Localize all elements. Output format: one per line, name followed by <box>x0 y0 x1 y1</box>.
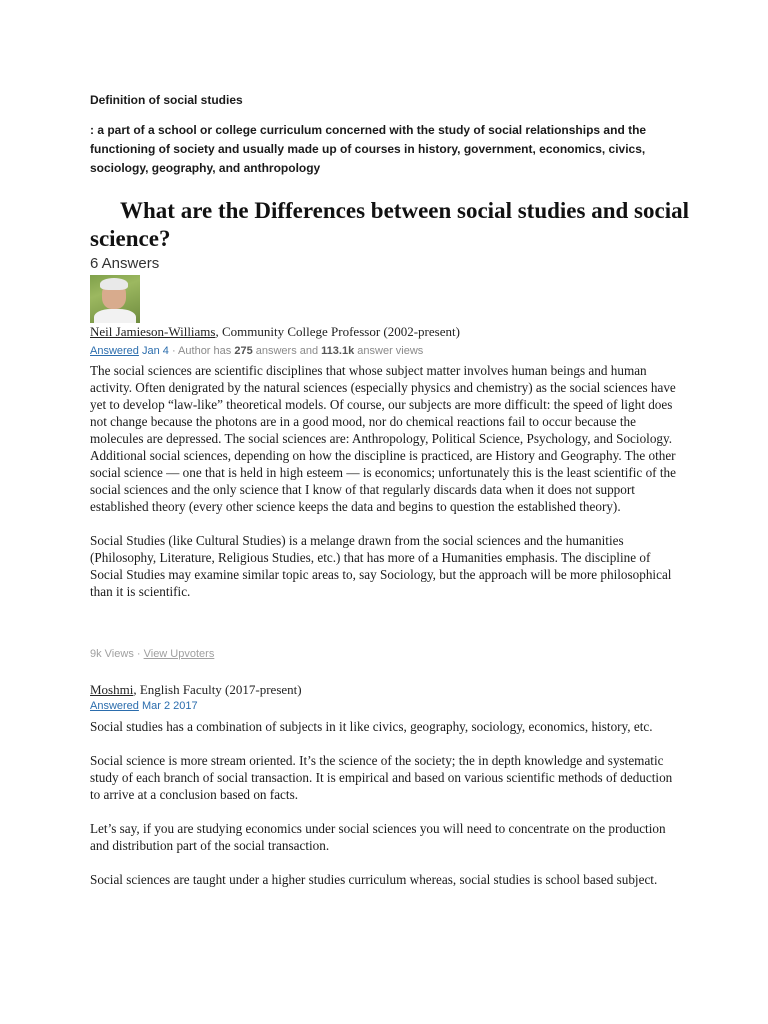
answer-paragraph: Social science is more stream oriented. It’s the science of the society; the in depth knowledge and systematic study of each branch of social transaction. It is empirical and based on various scientific methods of deduction to arrive at a conclusion based on facts. <box>90 753 673 802</box>
answer-paragraph: The social sciences are scientific disciplines that whose subject matter involves human beings and human activity. Often denigrated by the natural sciences (especially physics and chemistry) as the social sciences have yet to develop “law-like” theoretical models. Of course, our subjects are more difficult: the speed of light does not change because the photons are in a good mood, nor do chemical reactions fail to occur because the molecules are depressed. The social sciences are: Anthropology, Political Science, Psychology, and Sociology. Additional social sciences, depending on how the discipline is practiced, are History and Geography. The other social science — one that is held in high esteem — is economics; unfortunately this is the least scientific of the social sciences and the only science that I know of that regularly discards data when it does not support established theory (every other science keeps the data and begins to question the established theory). <box>90 363 676 514</box>
avatar-hair <box>100 278 128 290</box>
answered-link[interactable]: Answered <box>90 700 139 712</box>
answer-2-meta <box>90 700 198 712</box>
question-title: What are the Differences between social studies and social science? <box>90 198 689 251</box>
author-name-link[interactable]: Neil Jamieson-Williams <box>90 324 216 339</box>
definition-heading: Definition of social studies <box>90 93 243 107</box>
answer-paragraph: Let’s say, if you are studying economics under social sciences you will need to concentrate on the production and distribution part of the social transaction. <box>90 821 666 853</box>
answer-date-link[interactable]: Jan 4 <box>138 345 169 357</box>
answer-paragraph: Social studies has a combination of subjects in it like civics, geography, sociology, economics, history, etc. <box>90 719 653 734</box>
meta-suffix: answer views <box>354 345 424 357</box>
answer-paragraph: Social sciences are taught under a higher studies curriculum whereas, social studies is school based subject. <box>90 872 658 887</box>
answer-2-body <box>90 718 680 905</box>
author-answers-count: 275 <box>234 345 253 357</box>
answer-2-author-line <box>90 682 302 698</box>
answers-count: 6 Answers <box>90 255 160 272</box>
definition-body: : a part of a school or college curriculum concerned with the study of social relationships and the functioning of society and usually made up of courses in history, government, economics, civics, sociology, geography, and anthropology <box>90 123 647 175</box>
author-credential: , English Faculty (2017-present) <box>133 682 302 697</box>
answer-1-body <box>90 362 680 617</box>
views-count: 9k Views <box>90 648 134 660</box>
view-upvoters-link[interactable]: View Upvoters <box>143 648 215 660</box>
answer-1-views <box>90 648 214 660</box>
answer-1-meta <box>90 345 423 357</box>
answered-link[interactable]: Answered <box>90 345 139 357</box>
meta-prefix: · Author has <box>168 345 235 357</box>
author-credential: , Community College Professor (2002-present) <box>215 324 460 339</box>
meta-mid: answers and <box>252 345 322 357</box>
author-name-link[interactable]: Moshmi <box>90 682 134 697</box>
author-answer-views: 113.1k <box>321 345 355 357</box>
answer-date-link[interactable]: Mar 2 2017 <box>138 700 198 712</box>
answer-1-author-line <box>90 324 460 340</box>
author-avatar[interactable] <box>90 275 140 323</box>
answer-paragraph: Social Studies (like Cultural Studies) is a melange drawn from the social sciences and the humanities (Philosophy, Literature, Religious Studies, etc.) that has more of a Humanities emphasis. The discipline of Social Studies may examine similar topic areas to, say Sociology, but the approach will be more philosophical than it is scientific. <box>90 533 672 599</box>
views-separator: · <box>133 648 144 660</box>
avatar-shirt <box>94 309 136 323</box>
